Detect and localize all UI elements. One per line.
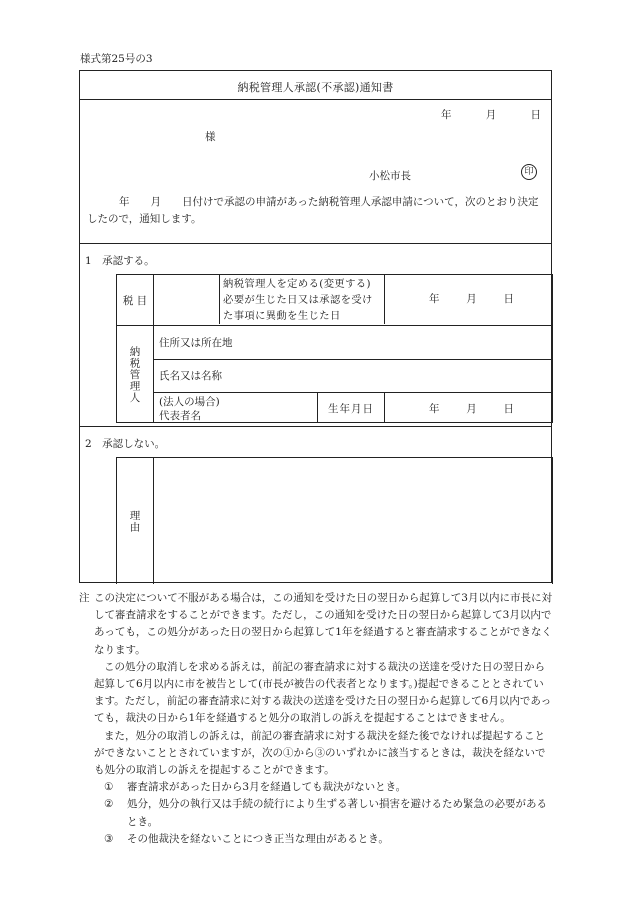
note-paragraph-1: この決定について不服がある場合は，この通知を受けた日の翌日から起算して3月以内に市長に対して審査請求をすることができます。ただし，この通知を受けた日の翌日から起算して3月以内であっても，この処分があった日の翌日から起算して1年を経過すると審査請求することができなくなります。 <box>94 592 552 656</box>
note-item-number: ② <box>104 798 114 811</box>
col-divider <box>384 392 385 422</box>
agent-label: 納税管理人 <box>128 345 141 404</box>
addressee-suffix: 様 <box>205 131 216 143</box>
rejection-table <box>116 457 553 584</box>
birthdate-label: 生年月日 <box>328 402 374 415</box>
reason-label-cell <box>117 458 153 585</box>
issuer: 小松市長 <box>369 170 411 182</box>
col-divider <box>153 458 154 584</box>
approval-table <box>116 274 553 423</box>
note-item <box>79 779 553 796</box>
issue-date <box>441 107 541 122</box>
month-label: 月 <box>466 293 477 305</box>
divider <box>80 243 551 244</box>
birthdate-fields <box>429 392 514 424</box>
col-divider <box>219 275 220 324</box>
tax-item-label: 税 目 <box>122 294 148 307</box>
note-item-text: 処分，処分の執行又は手続の続行により生ずる著しい損害を避けるため緊急の必要があるとき。 <box>127 798 547 828</box>
divider <box>80 426 551 427</box>
day-label: 日 <box>503 402 514 415</box>
note-1 <box>79 590 553 659</box>
name-label: 氏名又は名称 <box>159 370 222 382</box>
note-item-number: ① <box>104 781 114 794</box>
col-divider <box>317 392 318 422</box>
note-item-text: 審査請求があった日から3月を経過しても裁決がないとき。 <box>127 781 407 794</box>
address-label: 住所又は所在地 <box>159 336 233 349</box>
note-mark: 注 <box>79 592 90 604</box>
day-label: 日 <box>503 293 514 305</box>
day-label: 日 <box>530 109 541 121</box>
month-label: 月 <box>485 109 497 121</box>
reject-heading: 2 承認しない。 <box>85 438 166 450</box>
divider <box>80 99 551 100</box>
approve-heading: 1 承認する。 <box>85 255 155 267</box>
notice-form <box>79 70 552 583</box>
reason-label: 理由 <box>128 510 141 533</box>
note-item <box>79 796 553 830</box>
reason-date-label: 納税管理人を定める(変更する)必要が生じた日又は承認を受けた事項に異動を生じた日 <box>223 278 373 322</box>
notice-body <box>87 194 541 228</box>
note-paragraph-3: また，処分の取消しの訴えは，前記の審査請求に対する裁決を経た後でなければ提起することができないこととされていますが，次の①から③のいずれかに該当するときは，裁決を経ないでも処分の取消しの訴えを提起することができます。 <box>94 729 546 777</box>
representative-label-line1: (法人の場合) <box>159 396 220 408</box>
body-text: 年 月 日付けで承認の申請があった納税管理人承認申請について，次のとおり決定したので，通知します。 <box>87 196 539 225</box>
representative-label <box>159 395 220 423</box>
reason-date-fields <box>429 291 514 306</box>
year-label: 年 <box>429 293 440 305</box>
note-item <box>79 831 553 848</box>
seal-mark: 印 <box>521 164 537 180</box>
note-paragraph-2: この処分の取消しを求める訴えは，前記の審査請求に対する裁決の送達を受けた日の翌日から起算して6月以内に市を被告として(市長が被告の代表者となります。)提起できることとされています。ただし，前記の審査請求に対する裁決の送達を受けた日の翌日から起算して6月以内であっても，裁決の日から1年を経過すると処分の取消しの訴えを提起することはできません。 <box>94 660 552 725</box>
month-label: 月 <box>466 402 477 415</box>
agent-label-cell <box>117 325 153 424</box>
year-label: 年 <box>429 402 440 415</box>
form-number: 様式第25号の3 <box>80 53 153 65</box>
notes <box>79 590 553 848</box>
col-divider <box>153 275 154 422</box>
representative-label-line2: 代表者名 <box>159 410 201 422</box>
form-title: 納税管理人承認(不承認)通知書 <box>237 81 394 94</box>
note-item-number: ③ <box>104 832 114 845</box>
year-label: 年 <box>441 109 452 121</box>
note-item-text: その他裁決を経ないことにつき正当な理由があるとき。 <box>127 832 389 845</box>
col-divider <box>384 275 385 324</box>
